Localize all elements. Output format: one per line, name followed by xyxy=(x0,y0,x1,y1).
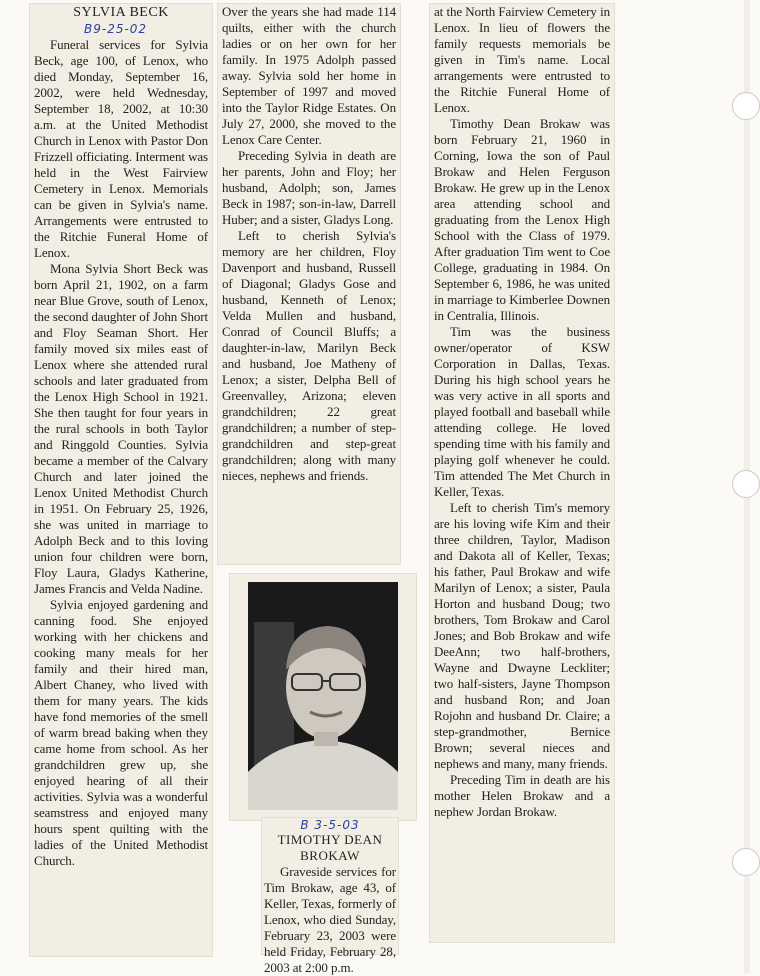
timothy-brokaw-continued-clip xyxy=(430,4,614,942)
sylvia-beck-obituary-clip xyxy=(30,4,212,956)
binder-hole xyxy=(732,470,760,498)
paragraph: Sylvia enjoyed gardening and canning food. She enjoyed working with her chickens and cooking many meals for her family and their hired man, Albert Chaney, who lived with them for many years. The kids have fond memories of the smell of warm bread baking when they came home from school. As her grandchildren grew up, she enjoyed hearing of all their activities. Sylvia was a wonderful seamstress and enjoyed many hours spent quilting with the ladies of the United Methodist Church. xyxy=(34,597,208,868)
paragraph: Graveside services for Tim Brokaw, age 43, of Keller, Texas, formerly of Lenox, who died Sunday, February 23, 2003 were held Friday, February 28, 2003 at 2:00 p.m. xyxy=(264,864,396,975)
portrait-photo-frame xyxy=(230,574,416,820)
handwritten-date: B 3-5-03 xyxy=(300,818,360,832)
obituary-heading: BROKAW xyxy=(300,848,360,863)
handwritten-date: B9-25-02 xyxy=(84,22,148,36)
paragraph: Left to cherish Tim's memory are his loving wife Kim and their three children, Taylor, Madison and Dakota all of Keller, Texas; his father, Paul Brokaw and wife Marilyn of Lenox; a sister, Paula Horton and husband Doug; two brothers, Tom Brokaw and Carol Jones; and Bob Brokaw and wife DeeAnn; two half-brothers, Wayne and Dwayne Leckliter; two half-sisters, Jayne Thompson and husband Ron; and Joan Rojohn and husband Dr. Claire; a step-grandmother, Bernice Brown; several nieces and nephews and many, many friends. xyxy=(434,500,610,771)
paragraph: Preceding Sylvia in death are her parents, John and Floy; her husband, Adolph; son, James Beck in 1987; son-in-law, Darrell Huber; and a sister, Gladys Long. xyxy=(222,148,396,227)
paragraph: Timothy Dean Brokaw was born February 21, 1960 in Corning, Iowa the son of Paul Brokaw and Helen Ferguson Brokaw. He grew up in the Lenox area attending school and graduating from the Lenox High School with the Class of 1979. After graduation Tim went to Coe College, graduating in 1984. On September 6, 1986, he was united in marriage to Kimberlee Downen in Centralia, Illinois. xyxy=(434,116,610,323)
timothy-brokaw-obituary-clip xyxy=(262,818,398,975)
paragraph: Left to cherish Sylvia's memory are her children, Floy Davenport and husband, Russell of Diagonal; Gladys Gose and husband, Kenneth of Lenox; Velda Mullen and husband, Conrad of Council Bluffs; a daughter-in-law, Marilyn Beck and husband, Joe Matheny of Lenox; a sister, Delpha Bell of Greenvalley, Arizona; eleven grandchildren; 22 great grandchildren; a number of step-grandchildren and step-great grandchildren; along with many nieces, nephews and friends. xyxy=(222,228,396,483)
paragraph: Funeral services for Sylvia Beck, age 100, of Lenox, who died Monday, September 16, 2002, were held Wednesday, September 18, 2002, at 10:30 a.m. at the United Methodist Church in Lenox with Pastor Don Frizzell officiating. Interment was held in the West Fairview Cemetery in Lenox. Memorials can be given in Sylvia's name. Arrangements were entrusted to the Ritchie Funeral Home of Lenox. xyxy=(34,37,208,260)
paragraph: Tim was the business owner/operator of KSW Corporation in Dallas, Texas. During his high school years he was very active in all sports and played football and baseball while attending college. He loved spending time with his family and playing golf whenever he could. Tim attended The Met Church in Keller, Texas. xyxy=(434,324,610,499)
paragraph: Over the years she had made 114 quilts, either with the church ladies or on her own for her family. In 1975 Adolph passed away. Sylvia sold her home in September of 1997 and moved into the Taylor Ridge Estates. On July 27, 2000, she moved to the Lenox Care Center. xyxy=(222,4,396,147)
portrait-photo xyxy=(248,582,398,810)
obituary-heading: TIMOTHY DEAN xyxy=(277,832,383,847)
paragraph: Preceding Tim in death are his mother Helen Brokaw and a nephew Jordan Brokaw. xyxy=(434,772,610,819)
portrait-image xyxy=(248,582,398,810)
obituary-heading: SYLVIA BECK xyxy=(73,5,169,20)
sylvia-beck-continued-clip xyxy=(218,4,400,564)
paragraph: at the North Fairview Cemetery in Lenox. In lieu of flowers the family requests memorials be given in Tim's name. Local arrangements were entrusted to the Ritchie Funeral Home of Lenox. xyxy=(434,4,610,115)
binder-hole xyxy=(732,848,760,876)
paragraph: Mona Sylvia Short Beck was born April 21, 1902, on a farm near Blue Grove, south of Lenox, the second daughter of John Short and Floy Seaman Short. Her family moved six miles east of Lenox where she attended rural schools and later graduated from the Lenox High School in 1921. She then taught for four years in the rural schools in both Taylor and Ringgold Counties. Sylvia became a member of the Calvary Church and later joined the Lenox United Methodist Church in 1951. On February 25, 1926, she was united in marriage to Adolph Beck and to this loving union four children were born, Floy Laura, Gladys Katherine, James Francis and Velda Nadine. xyxy=(34,261,208,596)
binder-hole xyxy=(732,92,760,120)
